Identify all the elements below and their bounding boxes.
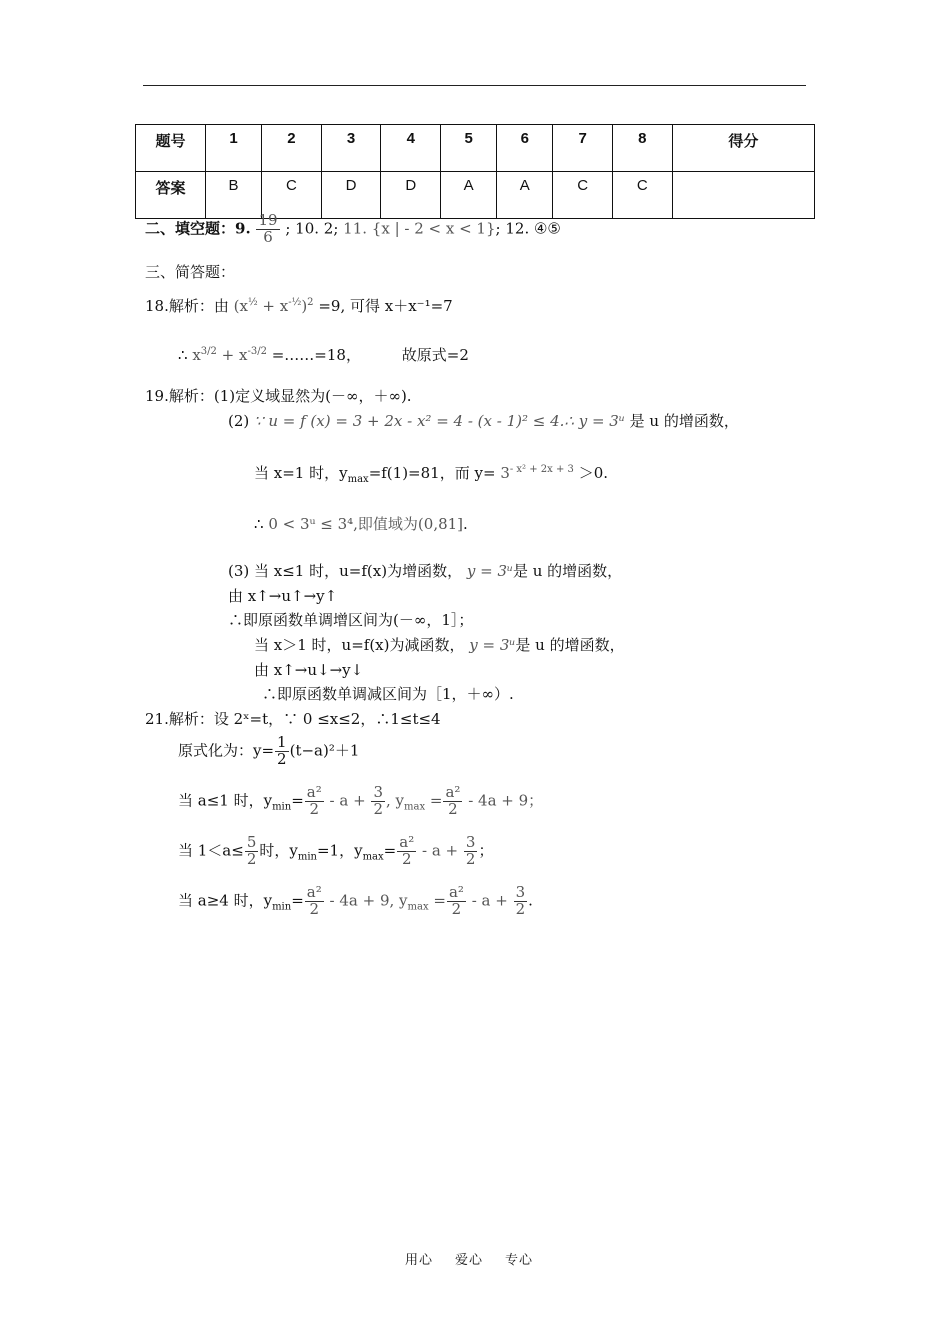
numerator: a² — [448, 883, 464, 901]
denominator: 2 — [277, 749, 287, 768]
text: - a + — [422, 841, 459, 860]
text: . — [463, 515, 468, 533]
text: 是 u 的增函数， — [515, 636, 625, 654]
denominator: 6 — [263, 227, 273, 246]
numerator: a² — [306, 883, 322, 901]
text: 是 u 的增函数， — [512, 562, 623, 580]
text: =f(1)=81，而 y= — [368, 464, 496, 482]
q19-line-6: 由 x↑→u↑→y↑ — [228, 587, 338, 605]
q19-line-8 — [254, 634, 625, 655]
text: 可得 x＋x⁻¹=7 — [350, 297, 453, 315]
text: 当 a≥4 时，y — [178, 891, 273, 910]
q12-answer: ; 12. ④⑤ — [495, 219, 561, 238]
page-footer — [405, 1249, 555, 1268]
table-cell: 1 — [206, 125, 262, 172]
text: =1，y — [316, 841, 363, 860]
q21-line-4 — [178, 835, 493, 868]
q19-line-7: ∴即原函数单调增区间为(－∞，1］； — [228, 611, 474, 629]
numerator: 3 — [465, 833, 476, 851]
denominator: 2 — [309, 799, 320, 818]
subscript: min — [297, 851, 317, 863]
q19-line-9: 由 x↑→u↓→y↓ — [254, 661, 364, 679]
table-cell — [672, 172, 814, 219]
subscript: max — [407, 901, 429, 913]
q11-answer: 11. {x | - 2 < x < 1} — [343, 219, 496, 238]
q19-line-2 — [228, 410, 739, 431]
fraction — [443, 785, 462, 818]
denominator: 2 — [451, 899, 462, 918]
q18-line-1 — [145, 295, 453, 316]
base: 3 — [500, 464, 510, 482]
q9-label: 9. — [235, 219, 251, 238]
footer-text: 爱心 — [455, 1253, 484, 1268]
text: = — [291, 891, 304, 910]
table-cell: 得分 — [672, 125, 814, 172]
table-row — [136, 172, 815, 219]
denominator: 2 — [373, 799, 383, 818]
formula: ∵ u = f (x) = 3 + 2x - x² = 4 - (x - 1)² ≤ 4.∴ y = 3ᵘ — [254, 412, 625, 430]
table-header-row — [136, 125, 815, 172]
table-cell: C — [262, 172, 322, 219]
denominator: 2 — [448, 799, 458, 818]
table-cell: 答案 — [136, 172, 206, 219]
q21-line-3 — [178, 785, 543, 818]
text: = — [433, 891, 446, 910]
table-cell: C — [553, 172, 613, 219]
subscript: min — [272, 801, 292, 813]
text: 故原式=2 — [401, 346, 469, 364]
fraction — [275, 735, 289, 768]
fill-in-answers — [145, 213, 561, 246]
header-rule — [143, 85, 806, 86]
subscript: max — [362, 851, 384, 863]
text: (2) — [228, 412, 250, 430]
q19-line-3 — [254, 462, 608, 485]
fraction — [464, 835, 478, 868]
fraction — [371, 785, 385, 818]
text: , y — [385, 791, 404, 810]
formula: $x^{3/2} + x^{-3/2}$ — [192, 346, 267, 364]
text: 当 x＞1 时，u=f(x)为减函数， — [254, 636, 465, 654]
fraction — [305, 785, 324, 818]
denominator: 2 — [465, 849, 476, 868]
text: 当 x=1 时，y — [254, 464, 348, 482]
denominator: 2 — [401, 849, 412, 868]
table-cell: A — [441, 172, 497, 219]
text: ＞0. — [578, 464, 608, 482]
text: 是 u 的增函数， — [629, 412, 739, 430]
denominator: 2 — [309, 899, 320, 918]
fraction — [514, 885, 528, 918]
footer-text: 用心 — [405, 1253, 434, 1268]
table-cell: 2 — [262, 125, 322, 172]
subscript: max — [404, 801, 426, 813]
text: 18.解析：由 — [145, 297, 229, 315]
formula: $(x^{\frac{1}{2}} + x^{-\frac{1}{2}})^2$ — [233, 297, 314, 315]
text: = — [429, 791, 443, 810]
q10-answer: ; 10. 2; — [285, 219, 339, 238]
table-cell: B — [206, 172, 262, 219]
text: - a + — [471, 891, 508, 910]
table-cell: D — [381, 172, 441, 219]
table-cell: D — [321, 172, 381, 219]
fraction — [245, 835, 259, 868]
text: (3) 当 x≤1 时，u=f(x)为增函数， — [228, 562, 463, 580]
numerator: 1 — [277, 733, 287, 751]
section-2-title: 二、填空题： — [145, 219, 236, 238]
table-cell: 3 — [321, 125, 381, 172]
fraction — [447, 885, 466, 918]
section-3-title: 三、简答题： — [145, 263, 236, 281]
numerator: 5 — [246, 833, 257, 851]
denominator: 2 — [515, 899, 526, 918]
text: . — [528, 891, 533, 910]
table-cell: A — [497, 172, 553, 219]
numerator: 19 — [258, 211, 278, 229]
answer-table — [135, 124, 815, 219]
exponent: - x² + 2x + 3 — [509, 464, 574, 475]
text: 时，y — [259, 841, 298, 860]
q21-line-2 — [178, 735, 359, 768]
subscript: min — [272, 901, 292, 913]
fraction — [256, 213, 279, 246]
text: - a + — [329, 791, 366, 810]
numerator: 3 — [515, 883, 526, 901]
text: ； — [478, 841, 494, 860]
fraction — [397, 835, 416, 868]
text: (t−a)²＋1 — [289, 741, 360, 760]
text: 当 a≤1 时，y — [178, 791, 273, 810]
q19-line-5 — [228, 560, 622, 581]
q18-line-2 — [178, 344, 469, 365]
formula: y = 3ᵘ — [469, 636, 516, 654]
text: 当 1＜a≤ — [178, 841, 244, 860]
table-cell: 题号 — [136, 125, 206, 172]
footer-text: 专心 — [505, 1253, 534, 1268]
numerator: a² — [445, 783, 461, 801]
therefore-symbol: ∴ — [178, 346, 188, 364]
therefore-symbol: ∴ — [254, 515, 264, 533]
table-cell: 8 — [612, 125, 672, 172]
text: - 4a + 9； — [468, 791, 544, 810]
table-cell: 5 — [441, 125, 497, 172]
text: - 4a + 9, y — [329, 891, 408, 910]
denominator: 2 — [246, 849, 257, 868]
q19-line-1: 19.解析：(1)定义域显然为(－∞，＋∞). — [145, 387, 412, 405]
text: = — [383, 841, 397, 860]
text: =……=18， — [271, 346, 361, 364]
table-cell: 4 — [381, 125, 441, 172]
fraction — [305, 885, 324, 918]
numerator: 3 — [373, 783, 383, 801]
formula: 0 < 3ᵘ ≤ 3⁴,即值域为(0,81] — [268, 515, 464, 533]
formula — [500, 464, 574, 482]
formula: y = 3ᵘ — [466, 562, 513, 580]
q21-line-1: 21.解析：设 2ˣ=t，∵ 0 ≤x≤2，∴1≤t≤4 — [145, 710, 441, 728]
numerator: a² — [306, 783, 322, 801]
numerator: a² — [399, 833, 415, 851]
q21-line-5 — [178, 885, 533, 918]
table-cell: C — [612, 172, 672, 219]
subscript: max — [347, 474, 369, 485]
q19-line-10: ∴即原函数单调减区间为［1，＋∞）. — [262, 685, 514, 703]
table-cell: 7 — [553, 125, 613, 172]
text: = — [291, 791, 304, 810]
text: =9, — [318, 297, 346, 315]
table-cell: 6 — [497, 125, 553, 172]
text: 原式化为：y= — [178, 741, 275, 760]
q19-line-4 — [254, 513, 468, 534]
